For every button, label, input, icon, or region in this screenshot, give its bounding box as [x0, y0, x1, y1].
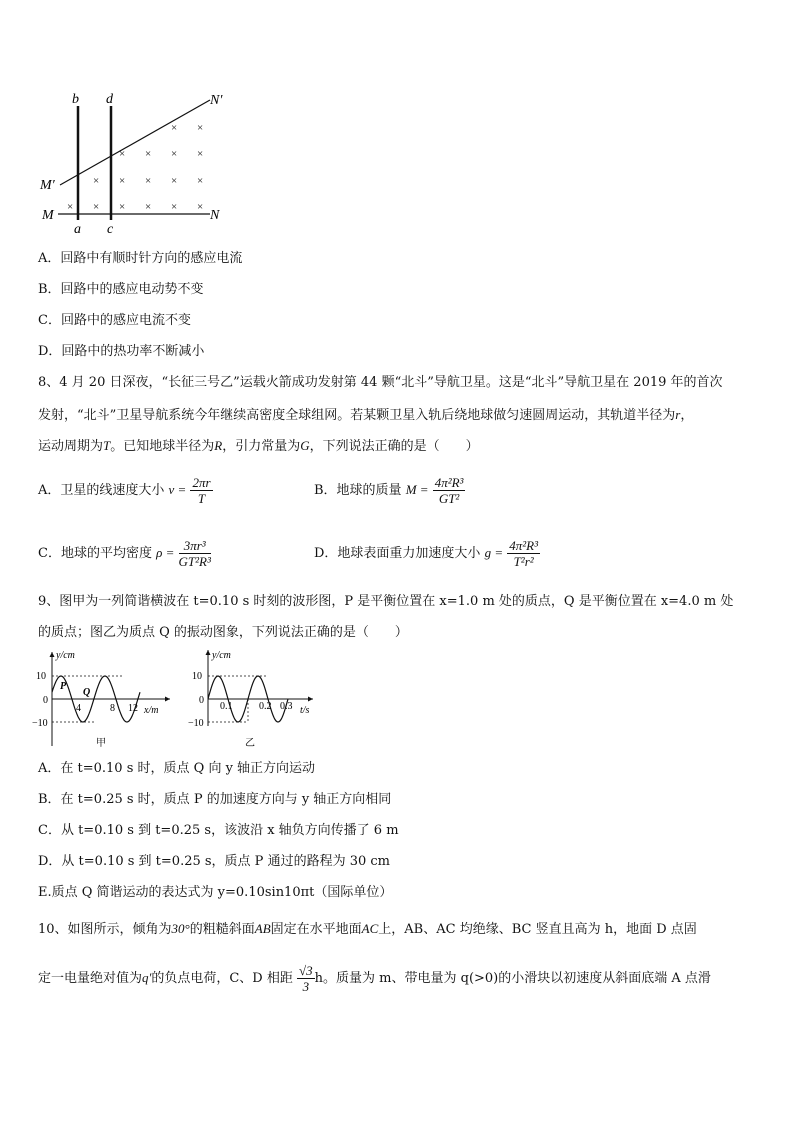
jia-ytick-neg10: −10 [32, 718, 48, 729]
field-x-mark: × [197, 175, 204, 187]
yi-ytick-10: 10 [192, 671, 202, 682]
q8-stem-line2: 发射，“北斗”卫星导航系统今年继续高密度全球组网。若某颗卫星入轨后绕地球做匀速圆周运动，其轨道半径为r， [38, 407, 694, 423]
label-N: N [210, 208, 220, 223]
field-x-mark: × [197, 201, 204, 213]
jia-ylabel: y/cm [56, 650, 75, 661]
q9-option-d: D．从 t=0.10 s 到 t=0.25 s，质点 P 通过的路程为 30 cm [38, 854, 390, 869]
q10-stem-line2: 定一电量绝对值为q′的负点电荷，C、D 相距 $\frac{√3}{3}$ h。质量为 m、带电量为 q(>0)的小滑块以初速度从斜面底端 A 点滑 [38, 963, 711, 994]
jia-caption: 甲 [96, 738, 106, 749]
label-c: c [107, 222, 114, 237]
q8-option-d: D．地球表面重力加速度大小 g = $\frac{\text{4π²R³}}{\text{T²r²}}$ [314, 538, 538, 569]
jia-xlabel: x/m [144, 705, 159, 716]
label-M: M [42, 208, 54, 223]
label-a: a [74, 222, 81, 237]
field-x-mark: × [145, 175, 152, 187]
yi-caption: 乙 [245, 738, 255, 749]
yi-ylabel: y/cm [212, 650, 231, 661]
field-x-mark: × [145, 148, 152, 160]
field-x-mark: × [119, 201, 126, 213]
field-x-mark: × [171, 148, 178, 160]
jia-point-P: P [60, 681, 67, 692]
q9-stem-line1: 9、图甲为一列简谐横波在 t=0.10 s 时刻的波形图，P 是平衡位置在 x=1.0 m 处的质点，Q 是平衡位置在 x=4.0 m 处 [38, 594, 734, 609]
q9-option-e: E.质点 Q 简谐运动的表达式为 y=0.10sin10πt（国际单位） [38, 885, 393, 900]
q8-stem-line1: 8、4 月 20 日深夜，“长征三号乙”运载火箭成功发射第 44 颗“北斗”导航卫星。这是“北斗”导航卫星在 2019 年的首次 [38, 375, 723, 390]
field-x-mark: × [93, 201, 100, 213]
field-x-mark: × [119, 148, 126, 160]
label-b: b [72, 92, 79, 107]
q7-option-c: C．回路中的感应电流不变 [38, 313, 191, 328]
q8-option-b: B．地球的质量 M = $\frac{\text{4π²R³}}{\text{GT²}}$ [314, 475, 464, 506]
rail-field-figure [30, 88, 240, 238]
jia-point-Q: Q [83, 687, 91, 698]
wave-graph-jia [30, 646, 180, 751]
q7-option-b: B．回路中的感应电动势不变 [38, 282, 204, 297]
jia-ytick-10: 10 [36, 671, 46, 682]
yi-xlabel: t/s [300, 705, 310, 716]
label-Mp: M′ [40, 178, 55, 193]
q9-option-a: A．在 t=0.10 s 时，质点 Q 向 y 轴正方向运动 [38, 761, 316, 776]
jia-xtick-4: 4 [76, 703, 81, 714]
field-x-mark: × [93, 175, 100, 187]
field-marks [67, 122, 203, 213]
yi-ytick-neg10: −10 [188, 718, 204, 729]
q9-stem-line2: 的质点；图乙为质点 Q 的振动图象，下列说法正确的是（ ） [38, 625, 408, 640]
jia-xtick-8: 8 [110, 703, 115, 714]
q8-option-c: C．地球的平均密度 ρ = $\frac{\text{3πr³}}{\text{GT²R³}}$ [38, 538, 211, 569]
field-x-mark: × [197, 122, 204, 134]
q7-option-a: A．回路中有顺时针方向的感应电流 [38, 251, 243, 266]
field-x-mark: × [197, 148, 204, 160]
field-x-mark: × [171, 201, 178, 213]
vibration-graph-yi [188, 646, 318, 751]
field-x-mark: × [145, 201, 152, 213]
label-Np: N′ [210, 93, 223, 108]
yi-xtick-03: 0.3 [280, 701, 293, 712]
q9-option-c: C．从 t=0.10 s 到 t=0.25 s，该波沿 x 轴负方向传播了 6 m [38, 823, 399, 838]
field-x-mark: × [171, 175, 178, 187]
line-MpNp [60, 100, 210, 185]
q10-stem-line1: 10、如图所示，倾角为30°的粗糙斜面AB固定在水平地面AC上，AB、AC 均绝缘、BC 竖直且高为 h，地面 D 点固 [38, 921, 697, 937]
q8-option-a: A．卫星的线速度大小 v = $\frac{2\pi r}{T}$ [38, 475, 211, 506]
jia-xtick-12: 12 [128, 703, 138, 714]
q7-option-d: D．回路中的热功率不断减小 [38, 344, 205, 359]
q8-stem-line3: 运动周期为T。已知地球半径为R，引力常量为G，下列说法正确的是（ ） [38, 438, 479, 454]
yi-xtick-02: 0.2 [259, 701, 272, 712]
yi-ytick-0: 0 [199, 695, 204, 706]
yi-xtick-01: 0.1 [220, 701, 233, 712]
field-x-mark: × [67, 201, 74, 213]
label-d: d [106, 92, 113, 107]
q9-option-b: B．在 t=0.25 s 时，质点 P 的加速度方向与 y 轴正方向相同 [38, 792, 392, 807]
jia-ytick-0: 0 [43, 695, 48, 706]
field-x-mark: × [119, 175, 126, 187]
field-x-mark: × [171, 122, 178, 134]
